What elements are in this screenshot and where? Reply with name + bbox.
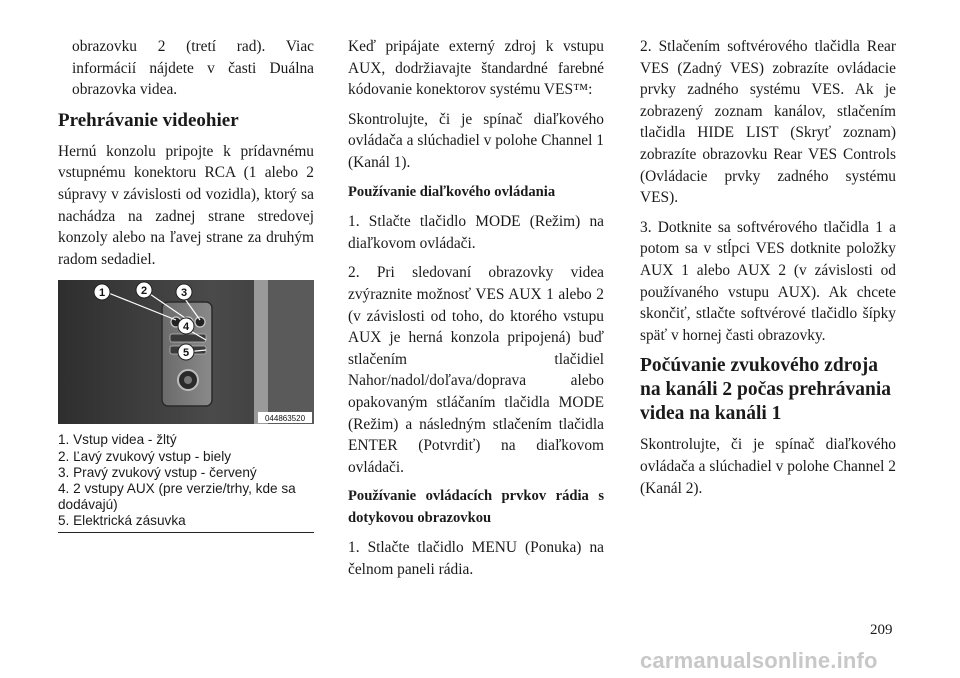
caption-item: 1. Vstup videa - žltý (58, 432, 177, 448)
caption-item: 3. Pravý zvukový vstup - červený (58, 464, 257, 480)
figure-code: 044863520 (264, 414, 306, 424)
svg-text:4: 4 (182, 321, 190, 334)
callout-5 (178, 344, 194, 360)
aux-jacks-figure (58, 280, 314, 424)
continuation-text: obrazovku 2 (tretí rad). Viac informácií nájdete v časti Duálna obrazovka videa. (72, 38, 314, 99)
caption-item: 2. Ľavý zvukový vstup - biely (58, 448, 232, 464)
column-2 (348, 36, 604, 589)
page-number: 209 (870, 622, 893, 638)
svg-text:2: 2 (140, 285, 148, 298)
step-2-rear-ves: 2. Stlačením softvérového tlačidla Rear VES (Zadný VES) zobrazíte ovládacie prvky zadného systému VES. Ak je zobrazený zoznam kanálov, stlačením tlačidla HIDE LIST (Skryť zoznam) zobrazíte obrazovku Rear VES Controls (Ovládacie prvky zadného systému VES). (640, 38, 896, 207)
subheading-touchscreen-radio: Používanie ovládacích prvkov rádia s dotykovou obrazovkou (348, 488, 604, 526)
section-heading-video-games: Prehrávanie videohier (58, 109, 239, 131)
svg-text:1: 1 (98, 287, 106, 300)
aux-jacks-illustration (58, 280, 314, 424)
svg-text:3: 3 (180, 287, 188, 300)
svg-text:5: 5 (182, 347, 190, 360)
step-1-mode: 1. Stlačte tlačidlo MODE (Režim) na diaľkovom ovládači. (348, 213, 604, 252)
section-heading-channel-2-audio: Počúvanie zvukového zdroja na kanáli 2 počas prehrávania videa na kanáli 1 (640, 355, 892, 425)
paragraph-console-connect: Hernú konzolu pripojte k prídavnému vstupnému konektoru RCA (1 alebo 2 súpravy v závislosti od vozidla), ktorý sa nachádza na zadnej strane stredovej konzoly alebo na ľavej strane za druhým radom sedadiel. (58, 142, 314, 268)
paragraph-ves-color-coding: Keď pripájate externý zdroj k vstupu AUX, dodržiavajte štandardné farebné kódovanie konektorov systému VES™: (348, 38, 604, 99)
subheading-remote-control: Používanie diaľkového ovládania (348, 183, 556, 200)
watermark-text: carmanualsonline.info (640, 648, 878, 673)
step-3-aux-select: 3. Dotknite sa softvérového tlačidla 1 a potom sa v stĺpci VES dotknite položky AUX 1 alebo AUX 2 (v závislosti od používaného vstupu AUX). Ak chcete skončiť, stlačte softvérové tlačidlo šípky späť v hornej časti obrazovky. (640, 218, 896, 344)
callout-3 (176, 284, 192, 300)
callout-2 (136, 282, 152, 298)
paragraph-channel-1: Skontrolujte, či je spínač diaľkového ovládača a slúchadiel v polohe Channel 1 (Kanál 1). (348, 110, 604, 171)
paragraph-channel-2: Skontrolujte, či je spínač diaľkového ovládača a slúchadiel v polohe Channel 2 (Kanál 2). (640, 436, 896, 497)
caption-item: 4. 2 vstupy AUX (pre verzie/trhy, kde sa dodávajú) (58, 480, 296, 513)
column-3 (640, 36, 896, 507)
figure-caption-list (58, 432, 314, 529)
caption-divider (58, 532, 314, 533)
step-2-select-aux: 2. Pri sledovaní obrazovky videa zvýraznite možnosť VES AUX 1 alebo 2 (v závislosti od toho, do ktorého vstupu AUX je herná konzola pripojená) buď stlačením tlačidiel Nahor/nadol/doľava/doprava alebo opakovaným stláčaním tlačidla MODE (Režim) a následným stlačením tlačidla ENTER (Potvrdiť) na diaľkovom ovládači. (348, 264, 604, 476)
column-1 (58, 36, 314, 533)
callout-4 (178, 318, 194, 334)
caption-item: 5. Elektrická zásuvka (58, 513, 186, 529)
callout-1 (94, 284, 110, 300)
step-1-menu: 1. Stlačte tlačidlo MENU (Ponuka) na čelnom paneli rádia. (348, 539, 604, 579)
